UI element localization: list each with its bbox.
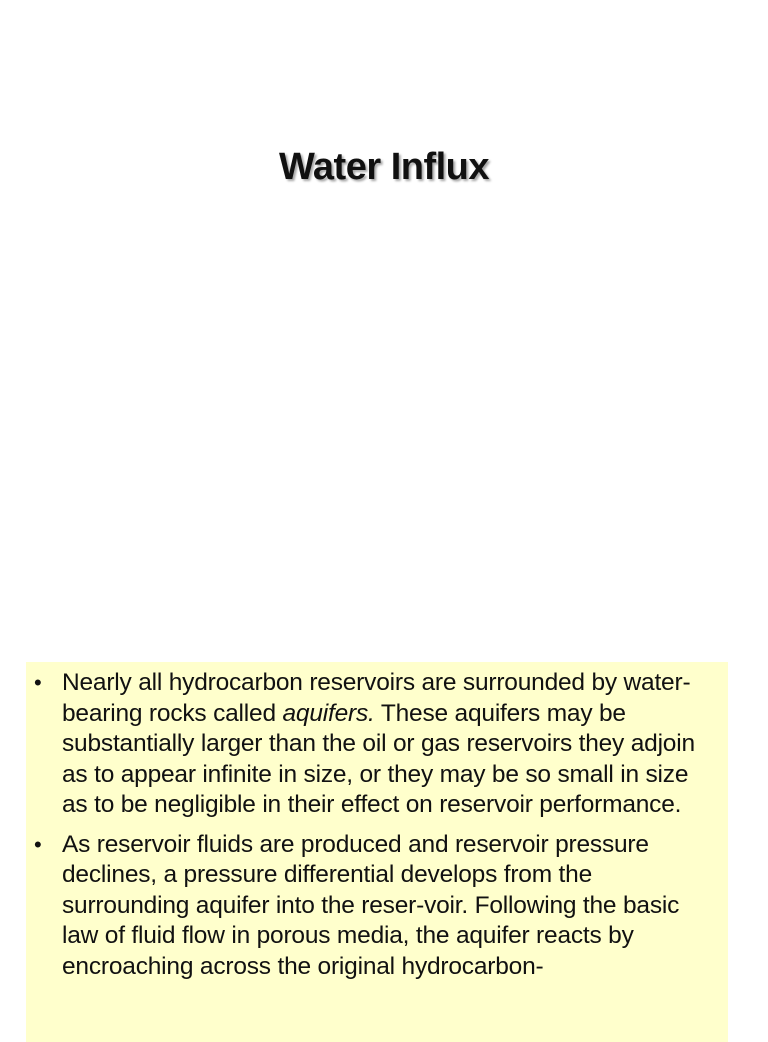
slide-title: Water Influx [278,146,490,188]
bullet-item-pressure [32,830,718,983]
bullet-text-part1: As reservoir fluids are produced and reservoir pressure declines, a pressure differential develops from the surrounding aquifer into the reser-voir. Following the basic law of fluid flow in porous media, the aquifer reacts by encroaching across the original hydrocarbon- [62,830,680,980]
bullet-marker-icon: • [34,831,42,857]
bullet-text-emphasis: aquifers. [282,699,375,727]
bullet-item-aquifers [32,668,718,821]
bullet-list [32,668,718,982]
bullet-text-part1: Nearly all hydrocarbon reservoirs are surrounded by water-bearing rocks called [62,669,691,727]
bullet-marker-icon: • [34,670,42,695]
content-box [26,662,728,1042]
bullet-text-part2: These aquifers may be substantially larger than the oil or gas reservoirs they adjoin as to appear infinite in size, or they may be so small in size as to be negligible in their effect on reservoir performance. [62,699,695,818]
